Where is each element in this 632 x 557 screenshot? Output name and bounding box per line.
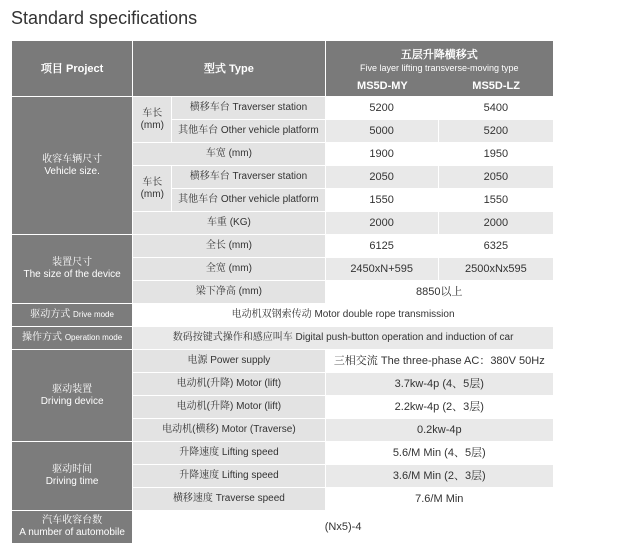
device-r2-v1: 2450xN+595: [326, 258, 438, 280]
section-driving-device: [12, 350, 132, 441]
section-vehicle-size-zh: 收容车辆尺寸: [42, 153, 103, 165]
section-driving-device-en: Driving device: [40, 395, 104, 407]
driving-time-r2-value: 3.6/M Min (2、3层): [326, 465, 553, 487]
driving-device-r1-value: 三相交流 The three-phase AC：380V 50Hz: [326, 350, 553, 372]
spec-table: [11, 40, 554, 544]
driving-device-r1-label: 电源 Power supply: [133, 350, 324, 372]
device-r2-v2: 2500xNx595: [439, 258, 553, 280]
driving-time-r2-label: 升降速度 Lifting speed: [133, 465, 324, 487]
header-model-2: MS5D-LZ: [472, 79, 520, 92]
section-automobiles: [12, 511, 132, 543]
driving-time-r3-value: 7.6/M Min: [326, 488, 553, 510]
driving-device-r2-label: 电动机(升降) Motor (lift): [133, 373, 324, 395]
device-r3-value: 8850以上: [326, 281, 553, 303]
vehicle-r1-label: 横移车台 Traverser station: [172, 97, 324, 119]
driving-time-r1-label: 升降速度 Lifting speed: [133, 442, 324, 464]
vehicle-r6-v1: 2000: [326, 212, 438, 234]
section-device-size: [12, 235, 132, 303]
section-drive-mode-zh: 驱动方式: [30, 309, 71, 320]
section-device-size-zh: 装置尺寸: [52, 257, 93, 268]
header-project: 项目 Project: [12, 41, 132, 96]
header-main: [326, 41, 553, 96]
page-title: Standard specifications: [11, 8, 198, 28]
section-automobiles-en: A number of automobile: [19, 527, 125, 538]
operation-mode-value: 数码按键式操作和感应叫车 Digital push-button operation and induction of car: [133, 327, 553, 349]
section-driving-time-zh: 驱动时间: [52, 464, 93, 475]
vehicle-r3-v1: 1900: [326, 143, 438, 165]
device-r1-v2: 6325: [439, 235, 553, 257]
section-drive-mode-en: Drive mode: [73, 310, 114, 319]
vehicle-r1-v1: 5200: [326, 97, 438, 119]
driving-time-r1-value: 5.6/M Min (4、5层): [326, 442, 553, 464]
vehicle-r1-v2: 5400: [439, 97, 553, 119]
device-r3-label: 梁下净高 (mm): [133, 281, 324, 303]
vehicle-r5-label: 其他车台 Other vehicle platform: [172, 189, 324, 211]
driving-device-r4-label: 电动机(横移) Motor (Traverse): [133, 419, 324, 441]
section-driving-time-en: Driving time: [45, 476, 99, 487]
vehicle-height-label: 车长 (mm): [133, 166, 171, 211]
device-r2-label: 全宽 (mm): [133, 258, 324, 280]
section-operation-mode: [12, 327, 132, 349]
vehicle-r4-v2: 2050: [439, 166, 553, 188]
driving-device-r3-value: 2.2kw-4p (2、3层): [326, 396, 553, 418]
automobiles-value: (Nx5)-4: [133, 511, 553, 543]
vehicle-r2-label: 其他车台 Other vehicle platform: [172, 120, 324, 142]
section-driving-time: [12, 442, 132, 510]
vehicle-r6-v2: 2000: [439, 212, 553, 234]
vehicle-r3-label: 车宽 (mm): [133, 143, 324, 165]
vehicle-r2-v1: 5000: [326, 120, 438, 142]
driving-time-r3-label: 横移速度 Traverse speed: [133, 488, 324, 510]
driving-device-r4-value: 0.2kw-4p: [326, 419, 553, 441]
device-r1-label: 全长 (mm): [133, 235, 324, 257]
header-main-en: Five layer lifting transverse-moving type: [360, 62, 519, 73]
device-r1-v1: 6125: [326, 235, 438, 257]
driving-device-r2-value: 3.7kw-4p (4、5层): [326, 373, 553, 395]
vehicle-r5-v1: 1550: [326, 189, 438, 211]
section-drive-mode: [12, 304, 132, 326]
header-type: 型式 Type: [133, 41, 324, 96]
driving-device-r3-label: 电动机(升降) Motor (lift): [133, 396, 324, 418]
section-automobiles-zh: 汽车收容台数: [42, 515, 103, 526]
vehicle-r4-label: 横移车台 Traverser station: [172, 166, 324, 188]
header-main-zh: 五层升降横移式: [400, 48, 478, 61]
vehicle-r2-v2: 5200: [439, 120, 553, 142]
section-operation-mode-en: Operation mode: [64, 333, 123, 342]
section-vehicle-size-en: Vehicle size.: [44, 165, 100, 177]
vehicle-length-label: 车长 (mm): [133, 97, 171, 142]
vehicle-r5-v2: 1550: [439, 189, 553, 211]
section-driving-device-zh: 驱动装置: [52, 383, 93, 395]
vehicle-r6-label: 车重 (KG): [133, 212, 324, 234]
drive-mode-value: 电动机双钢索传动 Motor double rope transmission: [133, 304, 553, 326]
section-vehicle-size: [12, 97, 132, 234]
section-device-size-en: The size of the device: [23, 269, 121, 280]
vehicle-r3-v2: 1950: [439, 143, 553, 165]
section-operation-mode-zh: 操作方式: [22, 332, 63, 343]
vehicle-r4-v1: 2050: [326, 166, 438, 188]
header-model-1: MS5D-MY: [357, 79, 408, 92]
